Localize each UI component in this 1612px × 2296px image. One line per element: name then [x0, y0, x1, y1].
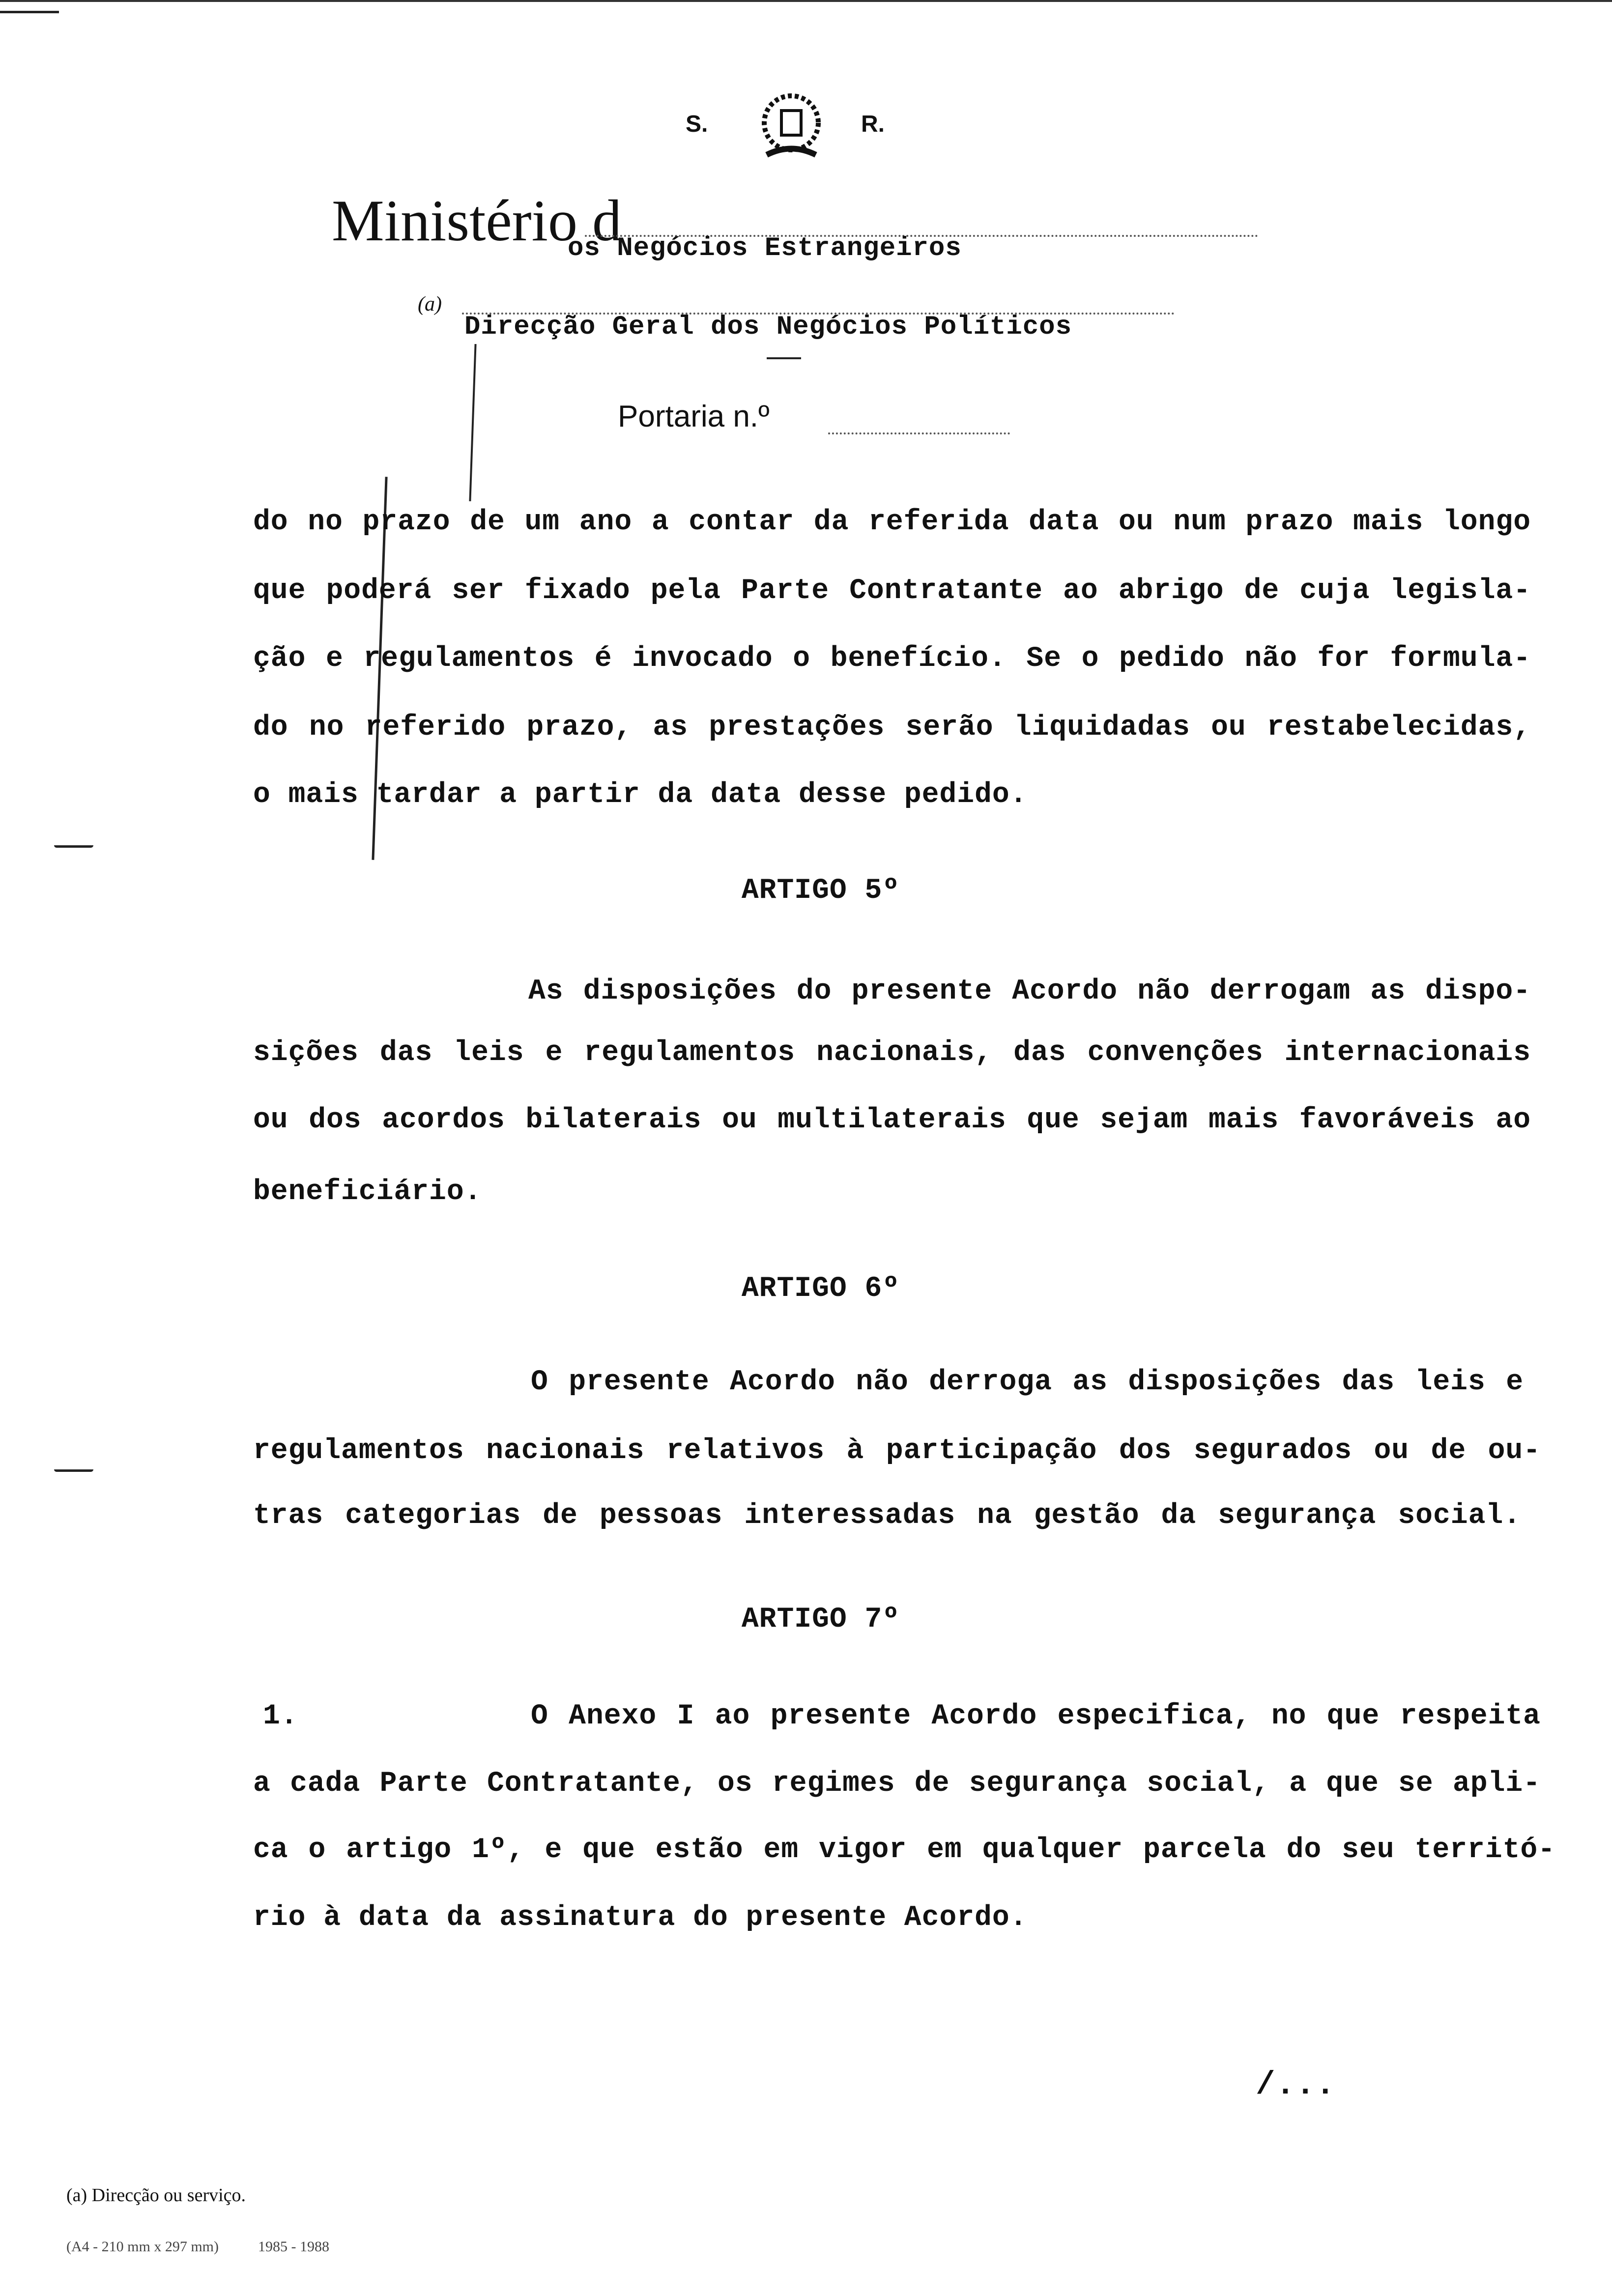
body-line: ou dos acordos bilaterais ou multilaterais que sejam mais favoráveis ao	[253, 1104, 1531, 1136]
coat-of-arms-emblem	[742, 86, 840, 165]
portaria-fill-line	[828, 432, 1010, 434]
scan-mark	[0, 11, 59, 13]
body-line: do no prazo de um ano a contar da referida data ou num prazo mais longo	[253, 506, 1531, 538]
scan-mark	[54, 1469, 93, 1472]
body-line: ção e regulamentos é invocado o benefício. Se o pedido não for formula-	[253, 643, 1531, 675]
body-line: regulamentos nacionais relativos à participação dos segurados ou de ou-	[253, 1435, 1541, 1467]
body-line: que poderá ser fixado pela Parte Contratante ao abrigo de cuja legisla-	[253, 575, 1531, 607]
scan-mark	[54, 845, 93, 848]
continuation-mark: /...	[1256, 2066, 1336, 2103]
seal-left-letter: S.	[686, 111, 708, 137]
body-line: O Anexo I ao presente Acordo especifica, no que respeita	[531, 1700, 1541, 1732]
body-line: O presente Acordo não derroga as disposições das leis e	[531, 1366, 1524, 1398]
form-format: (A4 - 210 mm x 297 mm)	[66, 2239, 219, 2255]
form-code: 1985 - 1988	[258, 2239, 329, 2255]
seal-right-letter: R.	[861, 111, 885, 137]
article-heading: ARTIGO 7º	[741, 1604, 900, 1636]
body-line: beneficiário.	[253, 1176, 482, 1208]
ministry-name: os Negócios Estrangeiros	[568, 233, 962, 263]
body-line: do no referido prazo, as prestações serão liquidadas ou restabelecidas,	[253, 712, 1531, 744]
scan-mark	[469, 344, 476, 501]
article-heading: ARTIGO 5º	[741, 875, 900, 907]
article-heading: ARTIGO 6º	[741, 1273, 900, 1305]
portaria-label: Portaria n.º	[618, 400, 770, 433]
scan-mark	[0, 0, 1612, 2]
ornament-divider	[767, 357, 801, 359]
body-line: tras categorias de pessoas interessadas na gestão da segurança social.	[253, 1500, 1521, 1532]
body-line: a cada Parte Contratante, os regimes de segurança social, a que se apli-	[253, 1768, 1541, 1800]
body-line: rio à data da assinatura do presente Acordo.	[253, 1902, 1028, 1934]
body-line: As disposições do presente Acordo não derrogam as dispo-	[528, 976, 1531, 1007]
footnote: (a) Direcção ou serviço.	[66, 2185, 246, 2206]
paragraph-number: 1.	[263, 1700, 298, 1732]
body-line: sições das leis e regulamentos nacionais, das convenções internacionais	[253, 1037, 1531, 1069]
note-marker: (a)	[418, 293, 442, 316]
body-line: ca o artigo 1º, e que estão em vigor em qualquer parcela do seu territó-	[253, 1834, 1555, 1866]
department-name: Direcção Geral dos Negócios Políticos	[464, 312, 1072, 342]
body-line: o mais tardar a partir da data desse pedido.	[253, 779, 1028, 811]
ministry-prefix: Ministério d	[332, 188, 622, 253]
